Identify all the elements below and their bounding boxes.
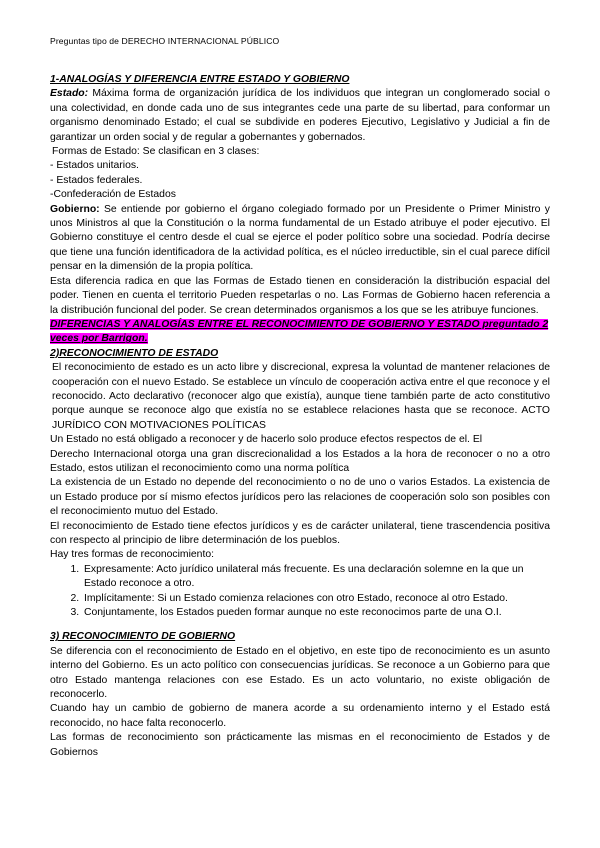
estado-text: Máxima forma de organización jurídica de los individuos que integran un conglomerado social o una colectividad, en donde cada uno de sus integrantes cede una parte de su libertad, para conformar un organismo denominado Estado; el cual se subdivide en poderes Ejecutivo, Legislativo y Judicial a fin de garantizar un orden social y de regular a gobernantes y gobernados. [50,88,550,143]
s2-paragraph-3: La existencia de un Estado no depende del reconocimiento o no de uno o varios Estados. La existencia de un Estado produce por sí mismo efectos jurídicos pero las relaciones de cooperación solo son posibles con el reconocimiento mutuo del Estado. [50,477,550,518]
estado-term: Estado: [50,88,89,100]
list-item: 1. Expresamente: Acto jurídico unilateral más frecuente. Es una declaración solemne en la que un Estado reconoce a otro. [82,563,550,592]
forma-item-2: - Estados federales. [50,174,143,186]
section-2-heading: 2)RECONOCIMIENTO DE ESTADO [50,347,219,359]
gobierno-text: Se entiende por gobierno el órgano colegiado formado por un Presidente o Primer Ministro y unos Ministros al que la Constitución o la norma fundamental de un Estado atribuye el poder ejecutivo. El Gobierno constituye el centro desde el cual se ejerce el poder político sobre una sociedad. Podría decirse que tiene una función identificadora de la actividad política, es el núcleo irreductible, sin el cual parece difícil pensar en la dimensión de la propia política. [50,203,550,273]
forma-item-1: - Estados unitarios. [50,160,139,172]
s2-paragraph-4: El reconocimiento de Estado tiene efectos jurídicos y es de carácter unilateral, tiene trascendencia positiva con respecto al principio de libre determinación de los pueblos. [50,520,550,546]
section-3-heading: 3) RECONOCIMIENTO DE GOBIERNO [50,631,236,643]
s2-paragraph-1: El reconocimiento de estado es un acto libre y discrecional, expresa la voluntad de mantener relaciones de cooperación con el nuevo Estado. Se establece un vínculo de cooperación activa entre el que reconoce y el reconocido. Acto declarativo (reconocer algo que existía), aunque tiene también parte de acto constitutivo porque aunque se reconoce algo que existía no se establece relaciones hasta que se reconoce. ACTO JURÍDICO CON MOTIVACIONES POLÍTICAS [52,362,550,431]
list-item: 2. Implícitamente: Si un Estado comienza relaciones con otro Estado, reconoce al otro Estado. [82,592,550,606]
estado-definition [50,87,550,145]
s3-paragraph-1: Se diferencia con el reconocimiento de Estado en el objetivo, en este tipo de reconocimiento es un asunto interno del Gobierno. Es un acto político con consecuencias jurídicas. Se reconoce a un Gobierno para que otro Estado mantenga relaciones con ese Estado. Es un acto voluntario, no existe obligación de reconocerlo. [50,645,550,701]
s2-paragraph-5: Hay tres formas de reconocimiento: [50,549,215,561]
spacer [50,620,550,630]
diferencia-paragraph: Esta diferencia radica en que las Formas de Estado tienen en consideración la distribución espacial del poder. Tienen en cuenta el territorio Pueden respetarlas o no. Las Formas de Gobierno hacen referencia a la distribución funcional del poder. Se crean determinados organismos a los que se les atribuye funciones. [50,275,550,316]
document-body [50,73,550,760]
s3-paragraph-2: Cuando hay un cambio de gobierno de manera acorde a su ordenamiento interno y el Estado está reconocido, no hace falta reconocerlo. [50,703,550,729]
section-1-heading: 1-ANALOGÍAS Y DIFERENCIA ENTRE ESTADO Y GOBIERNO [50,74,350,85]
gobierno-term: Gobierno: [50,203,100,215]
s3-paragraph-3: Las formas de reconocimiento son prácticamente las mismas en el reconocimiento de Estados y de Gobiernos [50,732,550,758]
list-item: 3. Conjuntamente, los Estados pueden formar aunque no este reconocimos parte de una O.I. [82,606,550,620]
formas-intro: Formas de Estado: Se clasifican en 3 clases: [52,146,260,158]
s2-paragraph-2b: Derecho Internacional otorga una gran discrecionalidad a los Estados a la hora de reconocer o no a otro Estado, estos utilizan el reconocimiento como una norma política [50,448,550,474]
running-header: Preguntas tipo de DERECHO INTERNACIONAL PÚBLICO [50,36,280,46]
highlight-heading [50,318,550,347]
gobierno-definition [50,203,550,275]
forma-item-3: -Confederación de Estados [50,189,176,201]
s2-paragraph-2a: Un Estado no está obligado a reconocer y de hacerlo solo produce efectos respectos de el. El [50,434,483,446]
recognition-forms-list [50,563,550,621]
highlighted-text: DIFERENCIAS Y ANALOGÍAS ENTRE EL RECONOCIMIENTO DE GOBIERNO Y ESTADO preguntado 2 veces por Barrigon. [50,318,549,345]
